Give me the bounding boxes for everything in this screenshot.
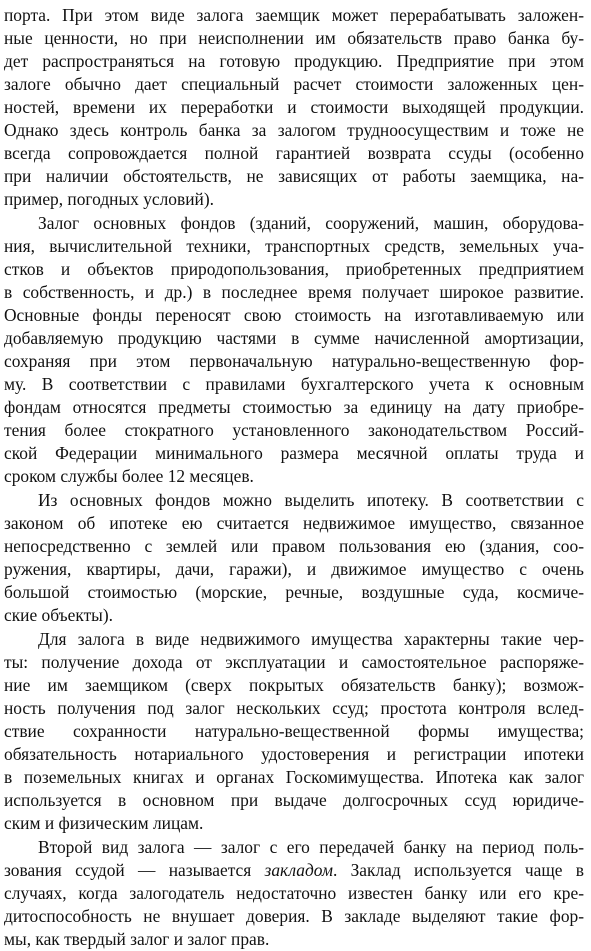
text-line: ской Федерации минимального размера месячной оплаты труда и (4, 443, 584, 463)
text-line: в собственность, и др.) в последнее время получает широкое развитие. (4, 282, 584, 302)
text-line: ние им заемщиком (сверх покрытых обязательств банку); возмож- (4, 675, 584, 695)
text-line: ружения, квартиры, дачи, гаражи), и движимое имущество с очень (4, 559, 584, 579)
text-line: ты: получение дохода от эксплуатации и самостоятельное распоряже- (4, 652, 584, 672)
text-line: ские объекты). (4, 605, 114, 625)
text-line: Основные фонды переносят свою стоимость на изготавливаемую или (4, 305, 584, 325)
text-line: случаях, когда залогодатель недостаточно известен банку или его кре- (4, 883, 584, 903)
emphasized-term: закладом (264, 860, 333, 880)
text-line: Однако здесь контроль банка за залогом трудноосуществим и тоже не (4, 120, 584, 140)
paragraph-pledge-processing (4, 4, 584, 211)
text-line: дитоспособность не внушает доверия. В закладе выделяют такие фор- (4, 906, 584, 926)
text-fragment: . Заклад используется чаще в (332, 860, 585, 880)
paragraph-mortgage (4, 489, 584, 627)
text-line: при наличии обстоятельств, не зависящих от работы заемщика, на- (4, 166, 584, 186)
paragraph-pawn (4, 836, 584, 951)
text-line: всегда сопровождается полной гарантией возврата ссуды (особенно (4, 143, 584, 163)
text-line: пример, погодных условий). (4, 189, 214, 209)
text-line-with-emphasis (4, 859, 584, 882)
text-line: фондам относятся предметы стоимостью за единицу на дату приобре- (4, 397, 584, 417)
text-line: Для залога в виде недвижимого имущества характерны такие чер- (38, 629, 584, 649)
paragraph-real-estate-features (4, 628, 584, 835)
text-line: Залог основных фондов (зданий, сооружений, машин, оборудова- (38, 213, 584, 233)
text-line: залоге обычно дает специальный расчет стоимости заложенных цен- (4, 74, 584, 94)
text-line: ность получения под залог нескольких ссуд; простота контроля вслед- (4, 698, 584, 718)
text-line: ные ценности, но при неисполнении им обязательств право банка бу- (4, 28, 584, 48)
text-line: сроком службы более 12 месяцев. (4, 466, 254, 486)
text-line: му. В соответствии с правилами бухгалтерского учета к основным (4, 374, 584, 394)
text-line: обязательность нотариального удостоверения и регистрации ипотеки (4, 744, 584, 764)
text-line: непосредственно с землей или правом пользования ею (здания, соо- (4, 536, 584, 556)
text-line: законом об ипотеке ею считается недвижимое имущество, связанное (4, 513, 584, 533)
text-fragment: зования ссудой — называется (4, 860, 265, 880)
text-line: ностей, времени их переработки и стоимости выходящей продукции. (4, 97, 584, 117)
text-line: используется в основном при выдаче долгосрочных ссуд юридиче- (4, 790, 584, 810)
text-line: порта. При этом виде залога заемщик может перерабатывать заложен- (4, 5, 584, 25)
document-page (4, 4, 584, 951)
text-line: добавляемую продукцию частями в сумме начисленной амортизации, (4, 328, 584, 348)
text-line: ствие сохранности натурально-вещественной формы имущества; (4, 721, 584, 741)
text-line: большой стоимостью (морские, речные, воздушные суда, космиче- (4, 582, 584, 602)
text-line: в поземельных книгах и органах Госкомимущества. Ипотека как залог (4, 767, 584, 787)
paragraph-fixed-assets (4, 212, 584, 488)
text-line: сохраняя при этом первоначальную натурально-вещественную фор- (4, 351, 584, 371)
text-line: ским и физическим лицам. (4, 813, 204, 833)
text-line: ния, вычислительной техники, транспортных средств, земельных уча- (4, 236, 584, 256)
text-line: стков и объектов природопользования, приобретенных предприятием (4, 259, 584, 279)
text-line: тения более стократного установленного законодательством Россий- (4, 420, 584, 440)
text-line: мы, как твердый залог и залог прав. (4, 929, 270, 949)
text-line: дет распространяться на готовую продукцию. Предприятие при этом (4, 51, 584, 71)
text-line: Второй вид залога — залог с его передачей банку на период поль- (38, 837, 584, 857)
text-line: Из основных фондов можно выделить ипотеку. В соответствии с (38, 490, 584, 510)
